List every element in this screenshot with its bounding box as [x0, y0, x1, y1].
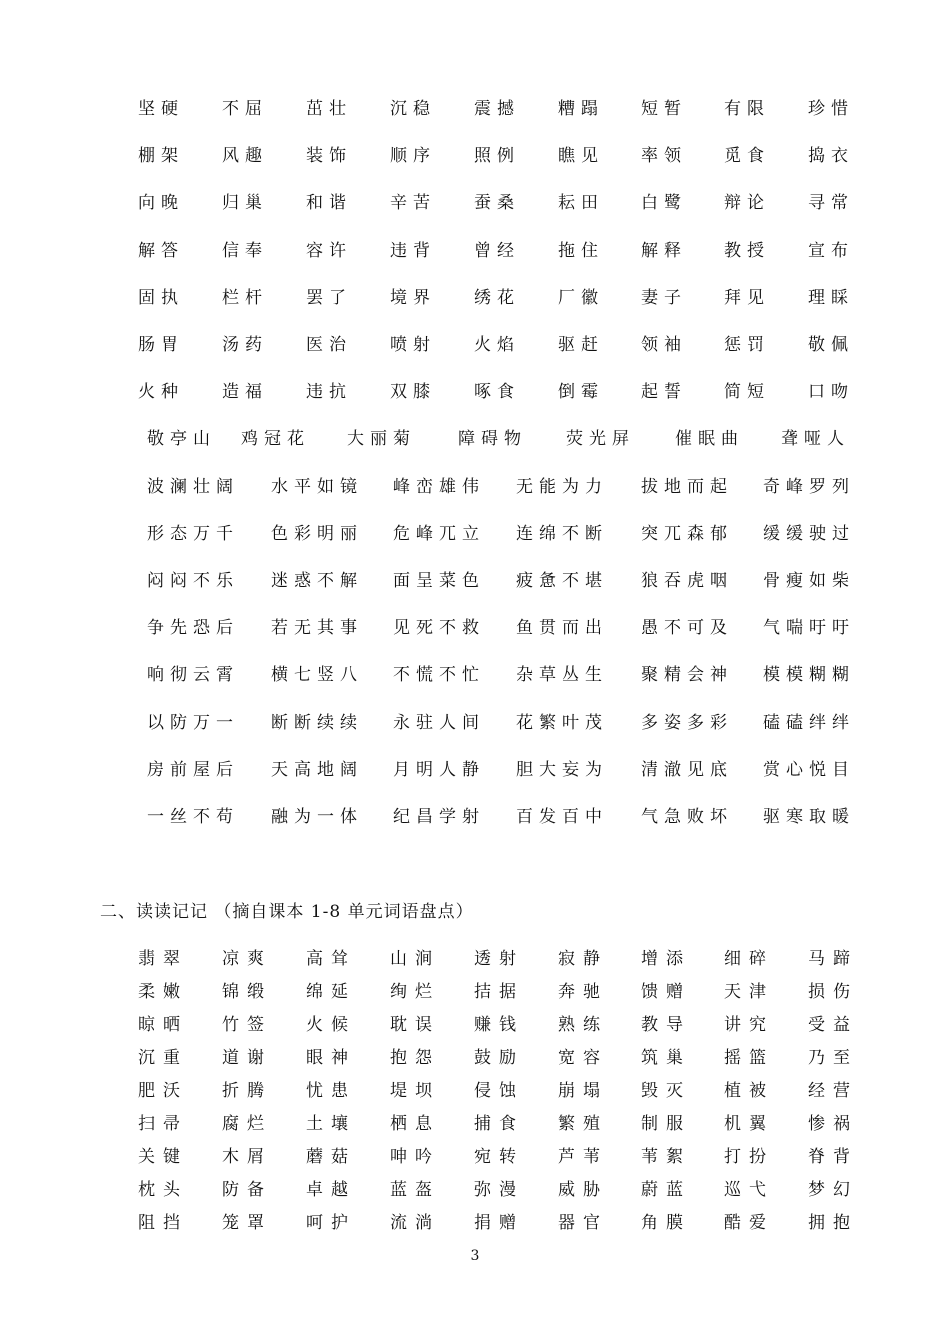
word-item: 归巢 — [222, 193, 268, 214]
word-item: 宣布 — [808, 240, 854, 261]
word-item: 沉重 — [138, 1048, 188, 1068]
section-2-heading: 二、读读记记 （摘自课本 1-8 单元词语盘点） — [100, 902, 474, 922]
word-item: 形态万千 — [147, 523, 239, 544]
word-item: 繁殖 — [558, 1114, 608, 1134]
word-item: 蓝盔 — [390, 1180, 440, 1200]
word-item: 惩罚 — [724, 335, 770, 355]
word-item: 蚕桑 — [474, 193, 520, 214]
word-item: 气喘吁吁 — [763, 618, 855, 639]
word-item: 危峰兀立 — [393, 523, 485, 544]
word-item: 防备 — [222, 1180, 272, 1200]
word-row — [0, 188, 950, 218]
word-row — [0, 1208, 950, 1238]
word-item: 面呈菜色 — [393, 571, 485, 591]
word-item: 鱼贯而出 — [516, 618, 608, 639]
word-row — [0, 519, 950, 549]
word-item: 关键 — [138, 1147, 188, 1167]
word-item: 色彩明丽 — [271, 523, 363, 544]
word-item: 筑巢 — [641, 1048, 691, 1068]
word-item: 腐烂 — [222, 1114, 272, 1134]
word-item: 肠胃 — [138, 335, 184, 355]
word-item: 蘑菇 — [306, 1147, 356, 1167]
word-item: 糟蹋 — [558, 99, 604, 119]
word-item: 花繁叶茂 — [516, 712, 608, 733]
word-item: 蔚蓝 — [641, 1180, 691, 1200]
word-item: 连绵不断 — [516, 523, 608, 544]
word-item: 突兀森郁 — [641, 523, 733, 544]
word-item: 捕食 — [474, 1114, 524, 1134]
word-item: 鸡冠花 — [241, 429, 310, 450]
word-item: 乃至 — [808, 1048, 858, 1068]
word-row — [0, 1109, 950, 1139]
word-item: 耽误 — [390, 1015, 440, 1035]
word-item: 摇篮 — [724, 1048, 774, 1068]
word-item: 奔驰 — [558, 982, 608, 1002]
word-item: 倒霉 — [558, 382, 604, 403]
word-item: 向晚 — [138, 193, 184, 214]
word-item: 翡翠 — [138, 949, 188, 969]
word-item: 天津 — [724, 982, 774, 1002]
word-item: 锦缎 — [222, 982, 272, 1002]
word-item: 境界 — [390, 287, 436, 308]
word-item: 火焰 — [474, 335, 520, 355]
word-item: 造福 — [222, 382, 268, 403]
word-item: 若无其事 — [271, 618, 363, 639]
word-item: 杂草丛生 — [516, 665, 608, 686]
word-item: 馈赠 — [641, 982, 691, 1002]
word-item: 拖住 — [558, 240, 604, 261]
word-item: 肥沃 — [138, 1081, 188, 1101]
word-item: 火候 — [306, 1015, 356, 1035]
word-item: 率领 — [641, 146, 687, 167]
word-item: 高耸 — [306, 949, 356, 969]
word-item: 磕磕绊绊 — [763, 712, 855, 733]
word-item: 疲惫不堪 — [516, 571, 608, 591]
word-item: 聋哑人 — [781, 429, 850, 450]
word-row — [0, 1076, 950, 1106]
word-item: 脊背 — [808, 1147, 858, 1167]
word-row — [0, 283, 950, 313]
word-item: 解释 — [641, 240, 687, 261]
word-item: 赏心悦目 — [763, 759, 855, 780]
word-item: 有限 — [724, 99, 770, 119]
word-row — [0, 613, 950, 643]
word-item: 和谐 — [306, 193, 352, 214]
word-row — [0, 708, 950, 738]
word-item: 火种 — [138, 382, 184, 403]
word-item: 耘田 — [558, 193, 604, 214]
word-item: 顺序 — [390, 146, 436, 167]
word-item: 拔地而起 — [641, 476, 733, 497]
word-item: 奇峰罗列 — [763, 476, 855, 497]
word-item: 清澈见底 — [641, 759, 733, 780]
word-item: 打扮 — [724, 1147, 774, 1167]
word-item: 见死不救 — [393, 618, 485, 639]
word-item: 制服 — [641, 1114, 691, 1134]
word-item: 沉稳 — [390, 99, 436, 119]
word-row — [0, 141, 950, 171]
word-item: 胆大妄为 — [516, 759, 608, 780]
word-item: 芦苇 — [558, 1147, 608, 1167]
word-row — [0, 977, 950, 1007]
word-item: 装饰 — [306, 146, 352, 167]
word-item: 枕头 — [138, 1180, 188, 1200]
word-item: 骨瘦如柴 — [763, 571, 855, 591]
word-item: 医治 — [306, 335, 352, 355]
word-item: 波澜壮阔 — [147, 476, 239, 497]
word-item: 不慌不忙 — [393, 665, 485, 686]
word-item: 凉爽 — [222, 949, 272, 969]
word-item: 妻子 — [641, 287, 687, 308]
word-item: 透射 — [474, 949, 524, 969]
word-item: 双膝 — [390, 382, 436, 403]
word-item: 教导 — [641, 1015, 691, 1035]
word-item: 珍惜 — [808, 99, 854, 119]
word-item: 山涧 — [390, 949, 440, 969]
word-item: 狼吞虎咽 — [641, 571, 733, 591]
word-item: 敬佩 — [808, 335, 854, 355]
word-row — [0, 472, 950, 502]
word-row — [0, 755, 950, 785]
word-item: 苇絮 — [641, 1147, 691, 1167]
word-item: 宛转 — [474, 1147, 524, 1167]
word-item: 模模糊糊 — [763, 665, 855, 686]
word-item: 卓越 — [306, 1180, 356, 1200]
word-item: 天高地阔 — [271, 759, 363, 780]
word-row — [0, 377, 950, 407]
word-item: 土壤 — [306, 1114, 356, 1134]
word-item: 栏杆 — [222, 287, 268, 308]
word-item: 百发百中 — [516, 807, 608, 827]
word-item: 融为一体 — [271, 807, 363, 827]
word-item: 气急败坏 — [641, 807, 733, 827]
word-item: 催眠曲 — [675, 429, 744, 450]
word-item: 酷爱 — [724, 1213, 774, 1233]
word-item: 争先恐后 — [147, 618, 239, 639]
word-item: 房前屋后 — [147, 759, 239, 780]
word-item: 笼罩 — [222, 1213, 272, 1233]
word-item: 断断续续 — [271, 712, 363, 733]
word-row — [0, 660, 950, 690]
word-item: 毁灭 — [641, 1081, 691, 1101]
word-item: 茁壮 — [306, 99, 352, 119]
word-item: 折腾 — [222, 1081, 272, 1101]
word-item: 教授 — [724, 240, 770, 261]
word-item: 风趣 — [222, 146, 268, 167]
word-item: 抱怨 — [390, 1048, 440, 1068]
word-row — [0, 1010, 950, 1040]
word-item: 无能为力 — [516, 476, 608, 497]
word-item: 巡弋 — [724, 1180, 774, 1200]
word-item: 峰峦雄伟 — [393, 476, 485, 497]
word-item: 迷惑不解 — [271, 571, 363, 591]
word-item: 瞧见 — [558, 146, 604, 167]
word-item: 晾晒 — [138, 1015, 188, 1035]
word-item: 流淌 — [390, 1213, 440, 1233]
word-item: 觅食 — [724, 146, 770, 167]
word-item: 汤药 — [222, 335, 268, 355]
word-item: 扫帚 — [138, 1114, 188, 1134]
word-item: 违抗 — [306, 382, 352, 403]
word-item: 喷射 — [390, 335, 436, 355]
word-item: 固执 — [138, 287, 184, 308]
word-item: 角膜 — [641, 1213, 691, 1233]
word-item: 简短 — [724, 382, 770, 403]
word-item: 拮据 — [474, 982, 524, 1002]
word-row — [0, 566, 950, 596]
word-item: 威胁 — [558, 1180, 608, 1200]
word-item: 起誓 — [641, 382, 687, 403]
word-item: 领袖 — [641, 335, 687, 355]
page-number: 3 — [470, 1248, 480, 1264]
word-row — [0, 330, 950, 360]
word-item: 震撼 — [474, 99, 520, 119]
word-item: 植被 — [724, 1081, 774, 1101]
word-item: 寻常 — [808, 193, 854, 214]
word-item: 照例 — [474, 146, 520, 167]
word-item: 拥抱 — [808, 1213, 858, 1233]
word-item: 阻挡 — [138, 1213, 188, 1233]
word-item: 竹签 — [222, 1015, 272, 1035]
word-item: 信奉 — [222, 240, 268, 261]
word-item: 横七竖八 — [271, 665, 363, 686]
word-item: 辛苦 — [390, 193, 436, 214]
word-row — [0, 1142, 950, 1172]
word-item: 侵蚀 — [474, 1081, 524, 1101]
word-item: 堤坝 — [390, 1081, 440, 1101]
word-item: 聚精会神 — [641, 665, 733, 686]
word-item: 月明人静 — [393, 759, 485, 780]
word-item: 崩塌 — [558, 1081, 608, 1101]
word-item: 曾经 — [474, 240, 520, 261]
word-item: 呵护 — [306, 1213, 356, 1233]
word-row — [0, 236, 950, 266]
word-item: 响彻云霄 — [147, 665, 239, 686]
word-item: 捐赠 — [474, 1213, 524, 1233]
word-item: 经营 — [808, 1081, 858, 1101]
word-row — [0, 1043, 950, 1073]
word-item: 水平如镜 — [271, 476, 363, 497]
word-row — [0, 944, 950, 974]
word-item: 驱赶 — [558, 335, 604, 355]
word-item: 捣衣 — [808, 146, 854, 167]
word-item: 梦幻 — [808, 1180, 858, 1200]
word-item: 鼓励 — [474, 1048, 524, 1068]
word-item: 荧光屏 — [566, 429, 635, 450]
word-item: 细碎 — [724, 949, 774, 969]
word-item: 眼神 — [306, 1048, 356, 1068]
word-item: 增添 — [641, 949, 691, 969]
word-item: 拜见 — [724, 287, 770, 308]
word-item: 厂徽 — [558, 287, 604, 308]
word-item: 驱寒取暖 — [763, 807, 855, 827]
word-item: 柔嫩 — [138, 982, 188, 1002]
word-item: 愚不可及 — [641, 618, 733, 639]
word-item: 木屑 — [222, 1147, 272, 1167]
word-item: 闷闷不乐 — [147, 571, 239, 591]
word-item: 绣花 — [474, 287, 520, 308]
word-item: 忧患 — [306, 1081, 356, 1101]
word-item: 道谢 — [222, 1048, 272, 1068]
word-item: 弥漫 — [474, 1180, 524, 1200]
word-item: 赚钱 — [474, 1015, 524, 1035]
word-item: 一丝不苟 — [147, 807, 239, 827]
word-item: 受益 — [808, 1015, 858, 1035]
word-item: 障碍物 — [458, 429, 527, 450]
word-item: 罢了 — [306, 287, 352, 308]
word-item: 惨祸 — [808, 1114, 858, 1134]
word-item: 理睬 — [808, 287, 854, 308]
word-item: 棚架 — [138, 146, 184, 167]
word-item: 辩论 — [724, 193, 770, 214]
word-item: 大丽菊 — [347, 429, 416, 450]
word-item: 坚硬 — [138, 99, 184, 119]
word-item: 解答 — [138, 240, 184, 261]
word-row — [0, 94, 950, 124]
word-item: 损伤 — [808, 982, 858, 1002]
word-item: 宽容 — [558, 1048, 608, 1068]
word-item: 短暂 — [641, 99, 687, 119]
word-item: 以防万一 — [147, 712, 239, 733]
word-item: 口吻 — [808, 382, 854, 403]
word-item: 不屈 — [222, 99, 268, 119]
word-item: 缓缓驶过 — [763, 523, 855, 544]
word-item: 呻吟 — [390, 1147, 440, 1167]
word-item: 纪昌学射 — [393, 807, 485, 827]
word-item: 马蹄 — [808, 949, 858, 969]
word-item: 绚烂 — [390, 982, 440, 1002]
word-item: 违背 — [390, 240, 436, 261]
word-item: 器官 — [558, 1213, 608, 1233]
word-item: 栖息 — [390, 1114, 440, 1134]
word-row — [0, 424, 950, 454]
word-row — [0, 802, 950, 832]
word-item: 啄食 — [474, 382, 520, 403]
word-item: 熟练 — [558, 1015, 608, 1035]
word-item: 永驻人间 — [393, 712, 485, 733]
word-item: 讲究 — [724, 1015, 774, 1035]
word-item: 机翼 — [724, 1114, 774, 1134]
word-item: 寂静 — [558, 949, 608, 969]
word-item: 白鹭 — [641, 193, 687, 214]
word-item: 多姿多彩 — [641, 712, 733, 733]
word-item: 绵延 — [306, 982, 356, 1002]
word-row — [0, 1175, 950, 1205]
word-item: 容许 — [306, 240, 352, 261]
word-item: 敬亭山 — [147, 429, 216, 450]
